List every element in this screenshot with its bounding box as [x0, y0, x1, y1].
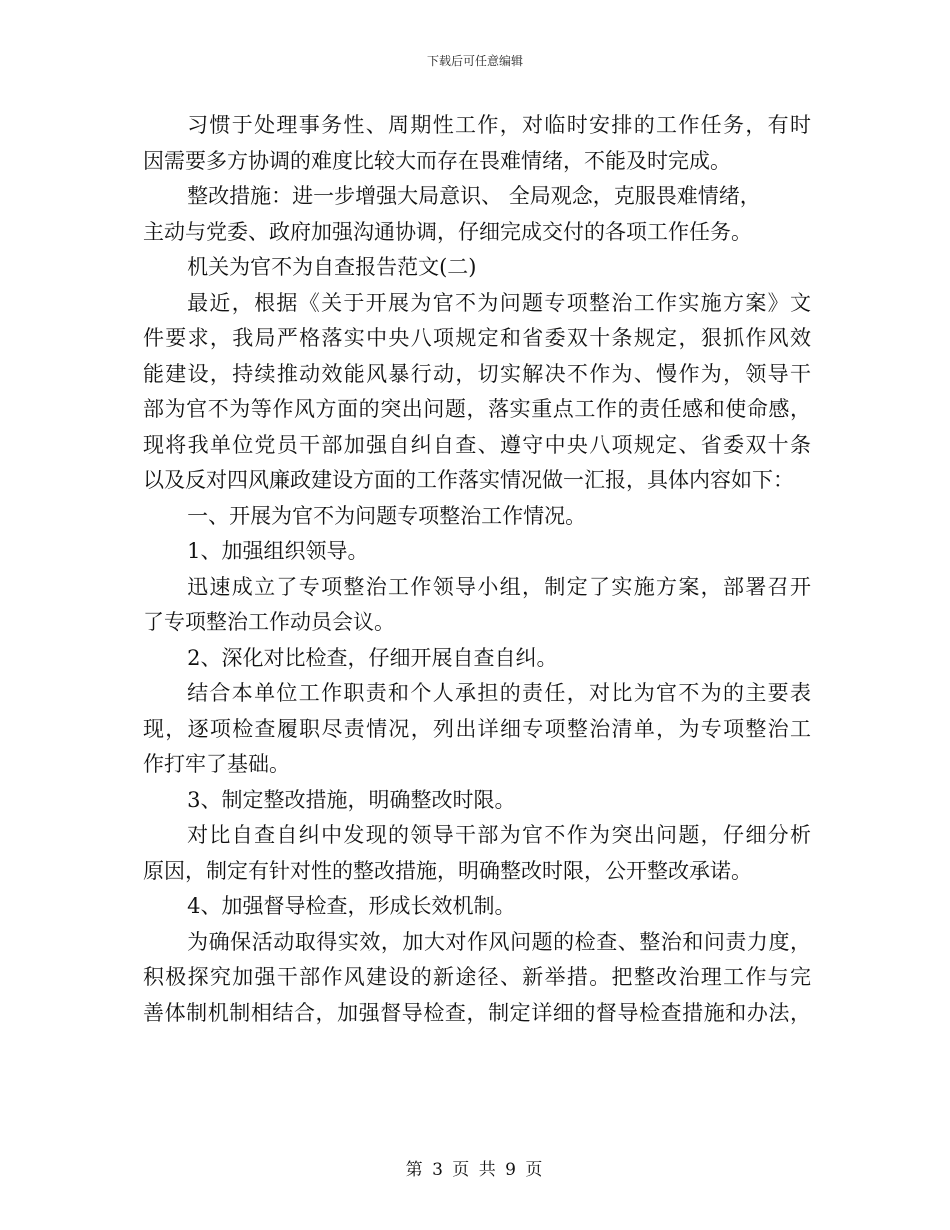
text-line: 结合本单位工作职责和个人承担的责任，对比为官不为的主要表: [187, 681, 811, 705]
text-line: 能建设，持续推动效能风暴行动，切实解决不作为、慢作为，领导干: [143, 361, 811, 386]
text-line: 以及反对四风廉政建设方面的工作落实情况做一汇报，具体内容如下：: [143, 468, 794, 492]
text-line: 了专项整治工作动员会议。: [143, 610, 395, 634]
subheading: [143, 534, 811, 570]
text-line: 积极探究加强干部作风建设的新途径、新举措。把整改治理工作与完: [143, 965, 811, 989]
page-header: 下载后可任意编辑: [426, 54, 523, 68]
paragraph: [143, 925, 811, 1032]
section-heading: [143, 499, 811, 535]
text-line: 整改措施：进一步增强大局意识、 全局观念，克服畏难情绪，: [187, 184, 761, 208]
section-title: [143, 250, 811, 286]
text-line: 善体制机制相结合，加强督导检查，制定详细的督导检查措施和办法，: [143, 1000, 811, 1025]
document-body: [143, 108, 811, 1031]
text-line: 件要求，我局严格落实中央八项规定和省委双十条规定，狠抓作风效: [143, 326, 811, 350]
text-line: 作打牢了基础。: [143, 752, 290, 776]
paragraph: [143, 818, 811, 889]
text-line: 2、深化对比检查，仔细开展自查自纠。: [187, 645, 558, 670]
subheading: [143, 641, 811, 677]
text-line: 现将我单位党员干部加强自纠自查、遵守中央八项规定、省委双十条: [143, 432, 811, 457]
text-line: 原因，制定有针对性的整改措施，明确整改时限，公开整改承诺。: [143, 858, 752, 883]
paragraph: [143, 179, 811, 250]
text-line: 1、加强组织领导。: [187, 539, 369, 563]
text-line: 因需要多方协调的难度比较大而存在畏难情绪，不能及时完成。: [143, 148, 731, 173]
text-line: 迅速成立了专项整治工作领导小组，制定了实施方案，部署召开: [187, 574, 811, 599]
paragraph: [143, 676, 811, 783]
paragraph: [143, 108, 811, 179]
text-line: 部为官不为等作风方面的突出问题，落实重点工作的责任感和使命感，: [143, 397, 811, 421]
text-line: 4、加强督导检查，形成长效机制。: [187, 894, 516, 918]
page-number: 第 3 页 共 9 页: [405, 1160, 545, 1180]
subheading: [143, 783, 811, 819]
paragraph: [143, 286, 811, 499]
text-line: 主动与党委、政府加强沟通协调，仔细完成交付的各项工作任务。: [143, 219, 752, 244]
paragraph: [143, 570, 811, 641]
subheading: [143, 889, 811, 925]
text-line: 机关为官不为自查报告范文(二): [187, 255, 477, 279]
text-line: 一、开展为官不为问题专项整治工作情况。: [187, 503, 587, 528]
text-line: 对比自查自纠中发现的领导干部为官不作为突出问题，仔细分析: [187, 823, 811, 847]
text-line: 为确保活动取得实效，加大对作风问题的检查、整治和问责力度，: [187, 929, 811, 954]
text-line: 3、制定整改措施，明确整改时限。: [187, 787, 516, 812]
text-line: 习惯于处理事务性、周期性工作，对临时安排的工作任务，有时: [187, 113, 811, 137]
text-line: 现，逐项检查履职尽责情况，列出详细专项整治清单，为专项整治工: [143, 716, 811, 741]
text-line: 最近，根据《关于开展为官不为问题专项整治工作实施方案》文: [187, 290, 811, 315]
